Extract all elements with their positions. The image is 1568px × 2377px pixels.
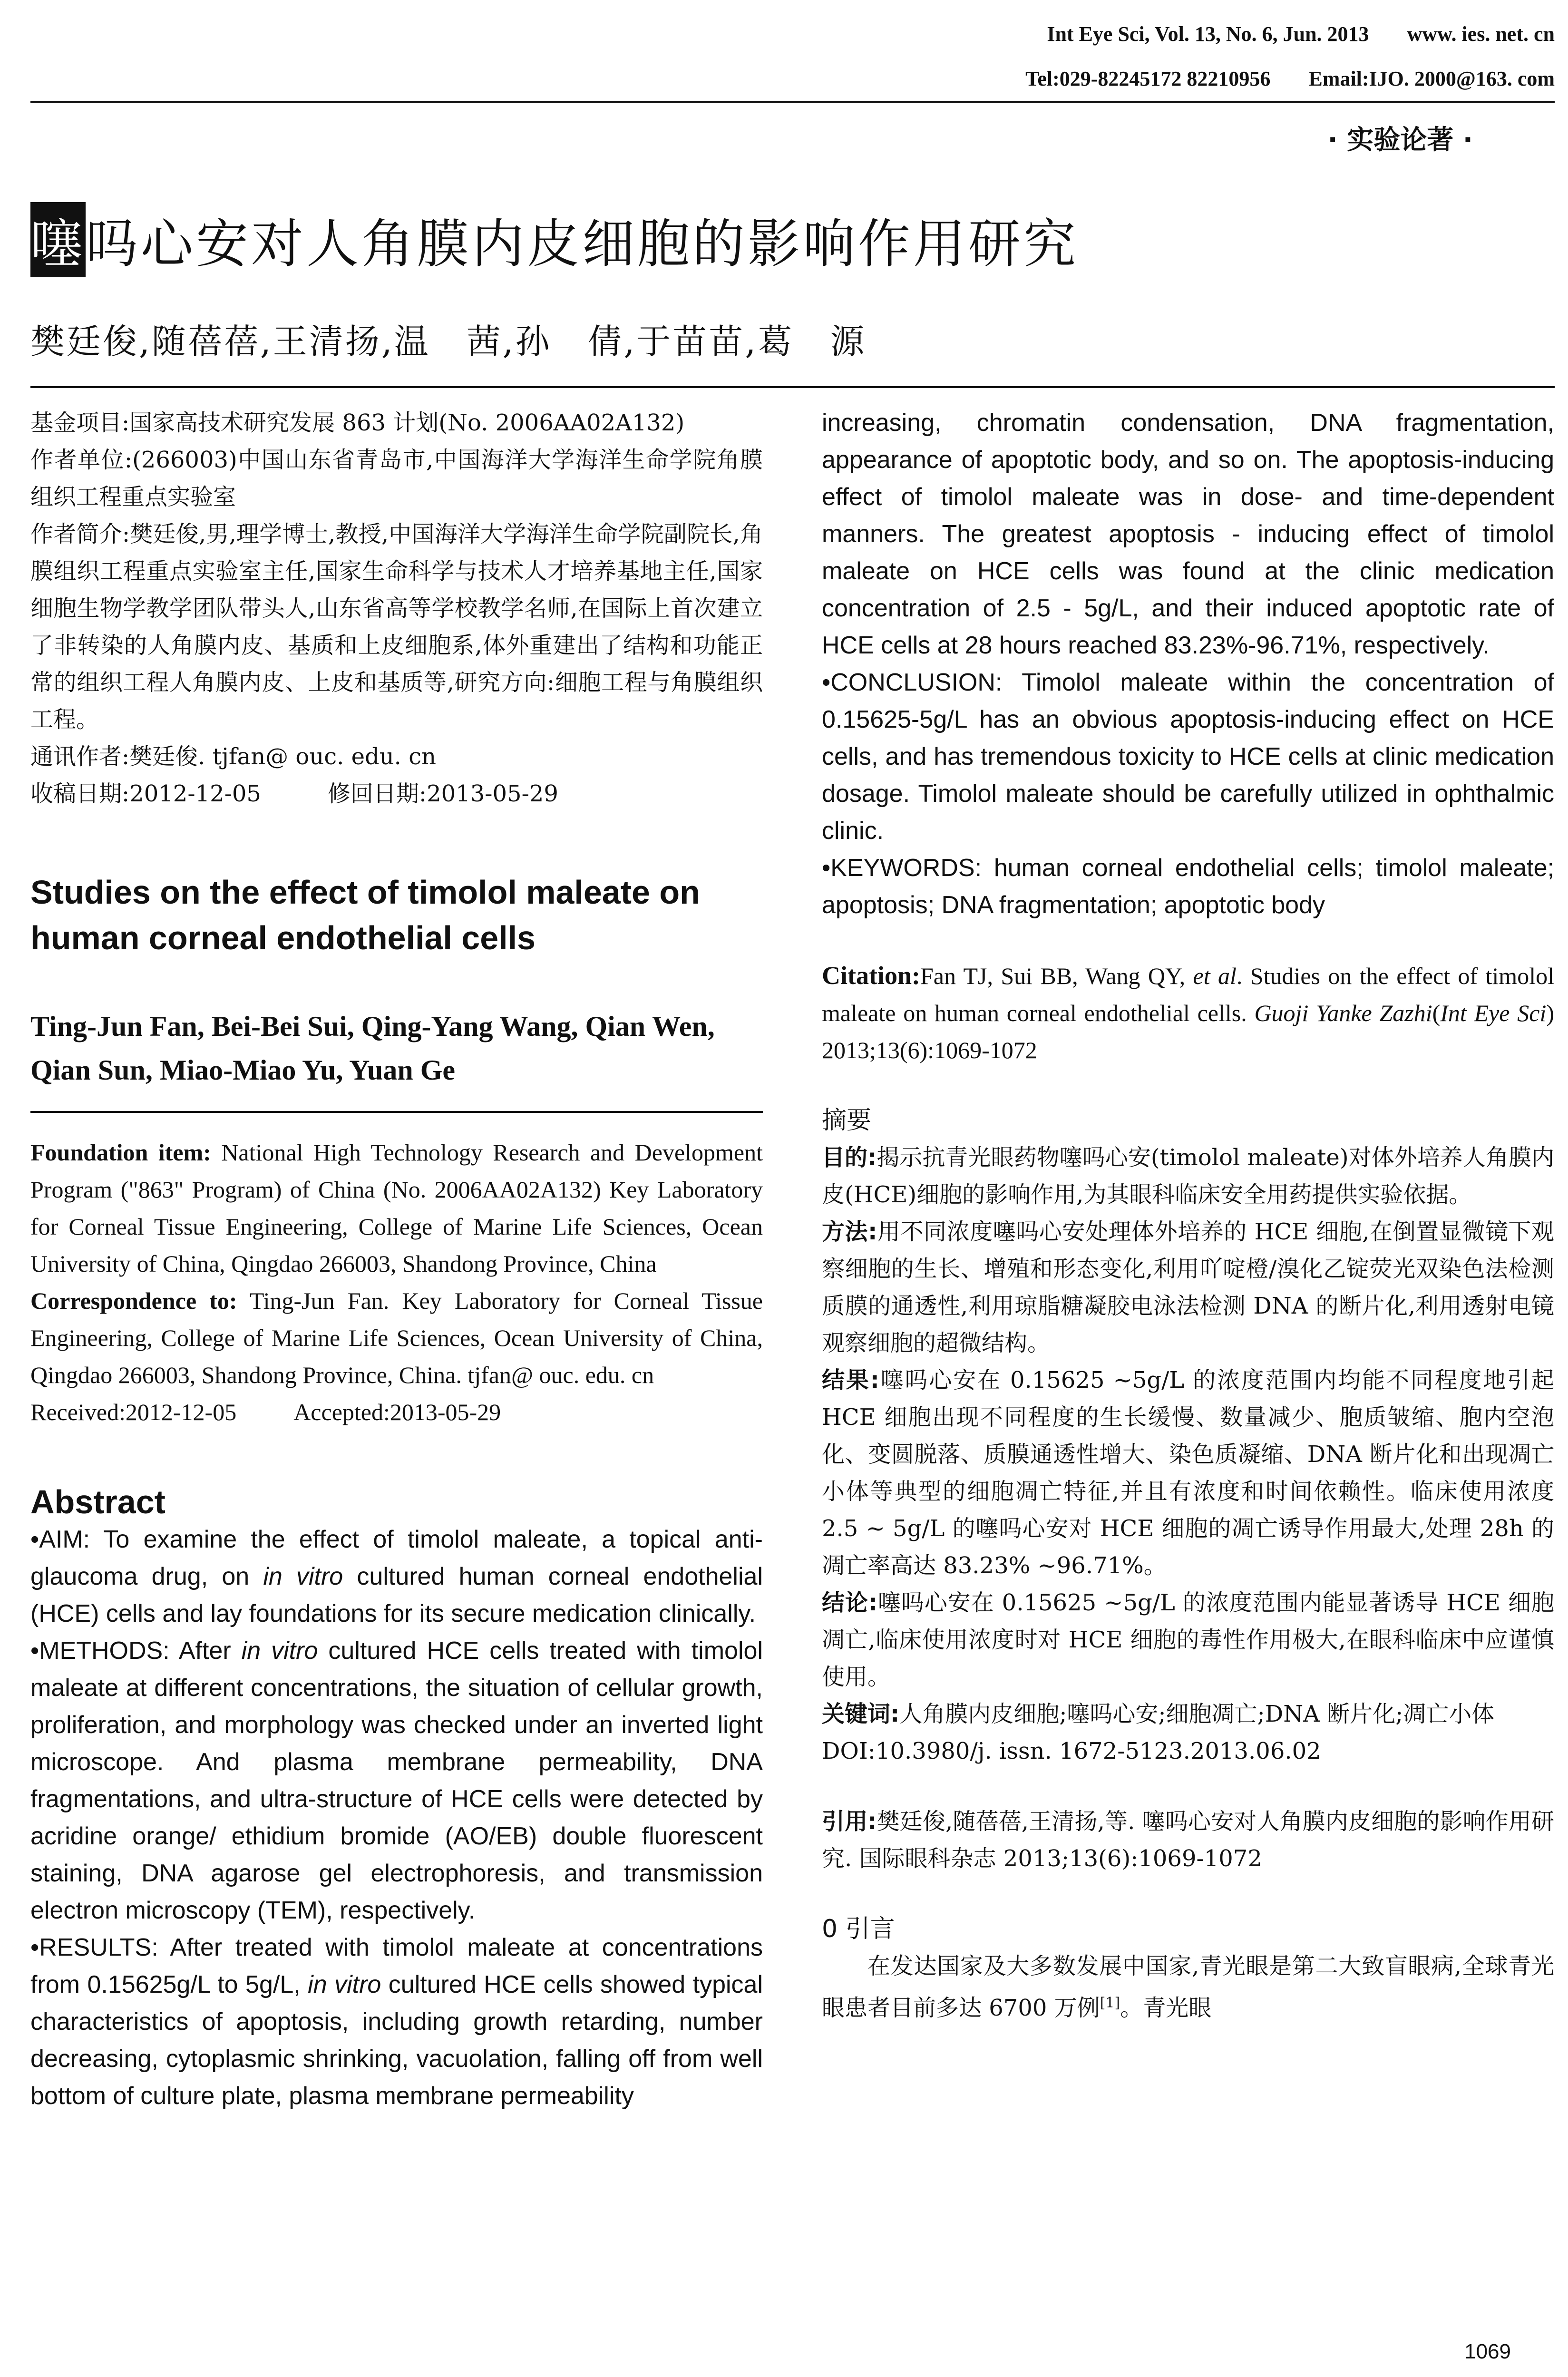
results-continued: increasing, chromatin condensation, DNA fragmentation, appearance of apoptotic body, and so on. The apoptosis-inducing effect of timolol maleate was in dose- and time-dependent manners. The greatest apoptosis - inducing effect of timolol maleate on HCE cells was found at the clinic medication concentration of 2.5 - 5g/L, and their induced apoptotic rate of HCE cells at 28 hours reached 83.23%-96.71%, respectively. [822,409,1554,659]
citation-etal: et al [1193,963,1237,989]
en-info-block [30,1134,763,1431]
journal-email: Email:IJO. 2000@163. com [1308,67,1555,90]
abstract-results [30,1929,763,2114]
correspondence [30,1282,763,1393]
title-rest: 吗心安对人角膜内皮细胞的影响作用研究 [86,214,1079,274]
page-title-cn [30,202,1079,277]
authors-rule [30,1111,763,1113]
cn-aim-label: 目的: [822,1144,877,1171]
citation-text-b: . Studies on the effect of timolol maleate on human corneal endothelial cells. [822,963,1554,1026]
cn-abstract [822,1102,1554,1770]
cn-results [822,1362,1554,1584]
corresponding-author: 通讯作者:樊廷俊. tjfan@ ouc. edu. cn [30,743,436,770]
citation-en [822,957,1554,1069]
cn-conclusion [822,1584,1554,1695]
methods-label: METHODS: [39,1637,170,1665]
methods-text-b: cultured HCE cells treated with timolol maleate at different concentrations, the situation of cellular growth, proliferation, and morphology was checked under an inverted light microscope. And plasma membrane permeability, DNA fragmentations, and ultra-structure of HCE cells were detected by acridine orange/ ethidium bromide (AO/EB) double fluorescent staining, DNA agarose gel electrophoresis, and transmission electron microscopy (TEM), respectively. [30,1637,763,1924]
right-column [822,404,1554,2026]
citation-label: Citation: [822,961,920,990]
conclusion-text: Timolol maleate within the concentration of 0.15625-5g/L has an obvious apoptosis-inducing effect on HCE cells, and has tremendous toxicity to HCE cells at clinic medication dosage. Timolol maleate should be carefully utilized in ophthalmic clinic. [822,669,1554,845]
cn-keywords-text: 人角膜内皮细胞;噻吗心安;细胞凋亡;DNA 断片化;凋亡小体 [899,1701,1495,1727]
section-label: · 实验论著 · [1327,125,1473,156]
authors-cn: 樊廷俊,随蓓蓓,王清扬,温 茜,孙 倩,于苗苗,葛 源 [30,321,867,361]
journal-tel: Tel:029-82245172 82210956 [1025,67,1271,90]
accepted-date: Accepted:2013-05-29 [293,1399,501,1425]
abstract-aim [30,1521,763,1632]
abstract-methods [30,1632,763,1929]
cn-methods-text: 用不同浓度噻吗心安处理体外培养的 HCE 细胞,在倒置显微镜下观察细胞的生长、增殖和形态变化,利用吖啶橙/溴化乙锭荧光双染色法检测质膜的通透性,利用琼脂糖凝胶电泳法检测 DNA 的断片化,利用透射电镜观察细胞的超微结构。 [822,1218,1554,1356]
introduction [822,1910,1554,2026]
cn-keywords-label: 关键词: [822,1701,900,1727]
methods-text-italic: in vitro [241,1637,318,1665]
cn-conclusion-label: 结论: [822,1589,878,1616]
page-number: 1069 [1464,2340,1511,2363]
title-rule [30,386,1555,388]
citation-paren: ( [1432,1000,1441,1026]
author-bio: 作者简介:樊廷俊,男,理学博士,教授,中国海洋大学海洋生命学院副院长,角膜组织工程重点实验室主任,国家生命科学与技术人才培养基地主任,国家细胞生物学教学团队带头人,山东省高等学校教学名师,在国际上首次建立了非转染的人角膜内皮、基质和上皮细胞系,体外重建出了结构和功能正常的组织工程人角膜内皮、上皮和基质等,研究方向:细胞工程与角膜组织工程。 [30,521,763,733]
cn-results-label: 结果: [822,1367,879,1393]
foundation-text: National High Technology Research and Development Program ("863" Program) of China (No. 2006AA02A132) Key Laboratory for Corneal Tissue Engineering, College of Marine Life Sciences, Ocean University of China, Qingdao 266003, Shandong Province, China [30,1139,763,1277]
journal-header-line1 [1009,22,1555,46]
correspondence-text: Ting-Jun Fan. Key Laboratory for Corneal Tissue Engineering, College of Marine Life Sciences, Ocean University of China, Qingdao 266003, Shandong Province, China. tjfan@ ouc. edu. cn [30,1287,763,1388]
cn-methods-label: 方法: [822,1218,877,1245]
abstract-conclusion [822,664,1554,849]
cn-citation-label: 引用: [822,1808,877,1835]
results-text-italic: in vitro [308,1971,381,1998]
dates-en [30,1393,763,1431]
foundation-item [30,1134,763,1282]
abstract-body [30,1521,763,2114]
results-label: RESULTS: [39,1934,158,1961]
citation-journal-en: Int Eye Sci [1440,1000,1547,1026]
journal-info: Int Eye Sci, Vol. 13, No. 6, Jun. 2013 [1047,22,1369,46]
methods-text-a: After [178,1637,242,1665]
received-date: Received:2012-12-05 [30,1399,237,1425]
cn-aim-text: 揭示抗青光眼药物噻吗心安(timolol maleate)对体外培养人角膜内皮(HCE)细胞的影响作用,为其眼科临床安全用药提供实验依据。 [822,1144,1554,1208]
foundation-label: Foundation item: [30,1139,211,1166]
citation-journal: Guoji Yanke Zazhi [1254,1000,1432,1026]
correspondence-label: Correspondence to: [30,1287,237,1314]
cn-results-text: 噻吗心安在 0.15625 ~5g/L 的浓度范围内均能不同程度地引起 HCE 细胞出现不同程度的生长缓慢、数量减少、胞质皱缩、胞内空泡化、变圆脱落、质膜通透性增大、染色质凝缩、DNA 断片化和出现凋亡小体等典型的细胞凋亡特征,并且有浓度和时间依赖性。临床使用浓度 2.5 ~ 5g/L 的噻吗心安对 HCE 细胞的凋亡诱导作用最大,处理 28h 的凋亡率高达 83.23% ~96.71%。 [822,1367,1554,1579]
aim-label: AIM: [39,1526,90,1553]
dates-cn [30,775,763,812]
journal-header-line2 [987,67,1555,91]
abstract-heading: Abstract [30,1483,166,1520]
citation-text-c: ) 2013;13(6):1069-1072 [822,1000,1554,1063]
title-highlight-char: 噻 [30,202,86,277]
intro-text [822,1948,1554,2026]
aim-text-b: cultured human corneal endothelial (HCE) cells and lay foundations for its secure medication clinically. [30,1563,763,1627]
results-text-b: cultured HCE cells showed typical characteristics of apoptosis, including growth retarding, number decreasing, cytoplasmic shrinking, vacuolation, falling off from well bottom of culture plate, plasma membrane permeability [30,1971,763,2110]
aim-text-italic: in vitro [263,1563,343,1590]
author-unit: 作者单位:(266003)中国山东省青岛市,中国海洋大学海洋生命学院角膜组织工程重点实验室 [30,447,763,510]
intro-text-a: 在发达国家及大多数发展中国家,青光眼是第二大致盲眼病,全球青光眼患者目前多达 6700 万例 [822,1953,1554,2021]
abstract-continued [822,404,1554,924]
fund-item: 基金项目:国家高技术研究发展 863 计划(No. 2006AA02A132) [30,409,685,436]
cn-citation [822,1803,1554,1877]
left-column [30,404,763,2114]
header-rule [30,101,1555,103]
cn-conclusion-text: 噻吗心安在 0.15625 ~5g/L 的浓度范围内能显著诱导 HCE 细胞凋亡,临床使用浓度时对 HCE 细胞的毒性作用极大,在眼科临床中应谨慎使用。 [822,1589,1554,1690]
cn-keywords [822,1695,1554,1733]
revised-date-cn: 修回日期:2013-05-29 [327,780,558,807]
intro-ref: [1] [1100,1995,1120,2011]
english-authors: Ting-Jun Fan, Bei-Bei Sui, Qing-Yang Wang, Qian Wen, Qian Sun, Miao-Miao Yu, Yuan Ge [30,1011,715,1086]
aim-text-a: To examine the effect of timolol maleate, a topical anti-glaucoma drug, on [30,1526,763,1590]
doi: DOI:10.3980/j. issn. 1672-5123.2013.06.02 [822,1738,1321,1764]
abstract-keywords [822,849,1554,924]
keywords-label: KEYWORDS: [830,854,982,882]
journal-website: www. ies. net. cn [1407,22,1555,46]
received-date-cn: 收稿日期:2012-12-05 [30,780,261,807]
citation-text-a: Fan TJ, Sui BB, Wang QY, [920,963,1193,989]
cn-abstract-heading: 摘要 [822,1106,872,1135]
keywords-text: human corneal endothelial cells; timolol maleate; apoptosis; DNA fragmentation; apoptotic body [822,854,1554,919]
cn-aim [822,1139,1554,1213]
cn-citation-text: 樊廷俊,随蓓蓓,王清扬,等. 噻吗心安对人角膜内皮细胞的影响作用研究. 国际眼科杂志 2013;13(6):1069-1072 [822,1808,1554,1872]
intro-text-b: 。青光眼 [1120,1995,1212,2021]
cn-info-block [30,404,763,812]
english-title: Studies on the effect of timolol maleate on human corneal endothelial cells [30,874,700,956]
intro-heading: 0 引言 [822,1915,895,1943]
conclusion-label: CONCLUSION: [830,669,1003,696]
cn-methods [822,1213,1554,1362]
results-text-a: After treated with timolol maleate at concentrations from 0.15625g/L to 5g/L, [30,1934,763,1998]
